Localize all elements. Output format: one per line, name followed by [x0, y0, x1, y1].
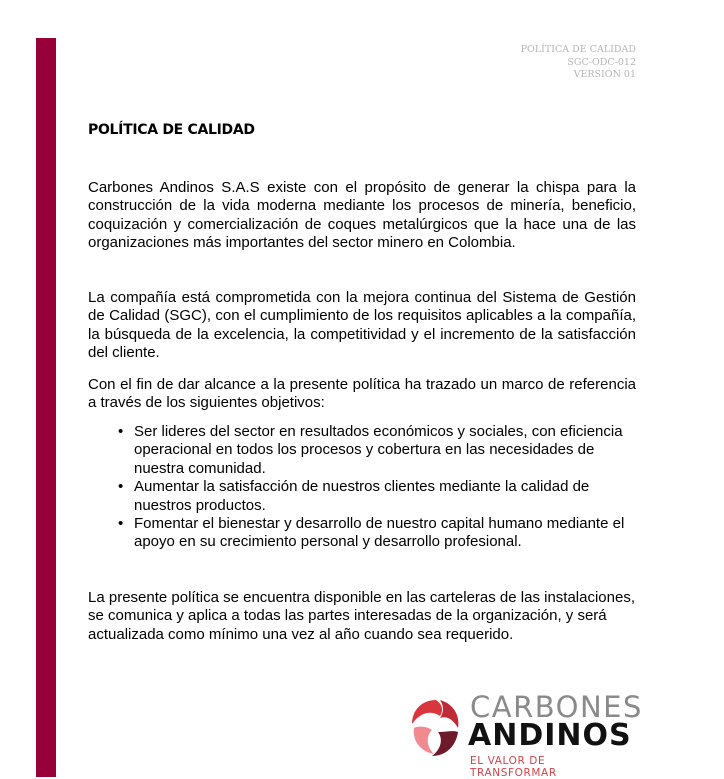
paragraph-commitment: La compañía está comprometida con la mejora continua del Sistema de Gestión de Calidad (SGC), con el cumplimiento de los requisitos aplicables a la compañía, la búsqueda de la excelencia, la competitividad y el incremento de la satisfacción del cliente. [88, 289, 636, 362]
page-title: POLÍTICA DE CALIDAD [88, 122, 255, 138]
logo-text-carbones: CARBONES [470, 690, 643, 724]
paragraph-purpose: Carbones Andinos S.A.S existe con el propósito de generar la chispa para la construcción de la vida moderna mediante los procesos de minería, beneficio, coquización y comercialización de coques metalúrgicos que la hace una de las organizaciones más importantes del sector minero en Colombia. [88, 179, 636, 252]
header-version: VERSIÓN 01 [573, 69, 636, 80]
header-code: SGC-ODC-012 [567, 56, 636, 68]
logo-tagline: EL VALOR DE TRANSFORMAR [470, 755, 557, 779]
company-logo [410, 690, 643, 779]
logo-swirl-icon [410, 696, 462, 758]
logo-text-andinos: ANDINOS [468, 718, 632, 753]
side-accent-bar [36, 38, 56, 777]
paragraph-availability: La presente política se encuentra disponible en las carteleras de las instalaciones, se comunica y aplica a todas las partes interesadas de la organización, y será actualizada como mínimo una vez al año cuando sea requerido. [88, 589, 636, 643]
paragraph-objectives-intro: Con el fin de dar alcance a la presente política ha trazado un marco de referencia a través de los siguientes objetivos: [88, 376, 636, 412]
list-item: • Aumentar la satisfacción de nuestros clientes mediante la calidad de nuestros productos. [88, 478, 648, 515]
document-header [521, 44, 636, 82]
header-title: POLÍTICA DE CALIDAD [520, 44, 636, 55]
list-item: • Ser lideres del sector en resultados económicos y sociales, con eficiencia operacional en todos los procesos y cobertura en las necesidades de nuestra comunidad. [88, 423, 648, 478]
list-item: • Fomentar el bienestar y desarrollo de nuestro capital humano mediante el apoyo en su crecimiento personal y desarrollo profesional. [88, 515, 648, 552]
objectives-list [88, 423, 648, 552]
